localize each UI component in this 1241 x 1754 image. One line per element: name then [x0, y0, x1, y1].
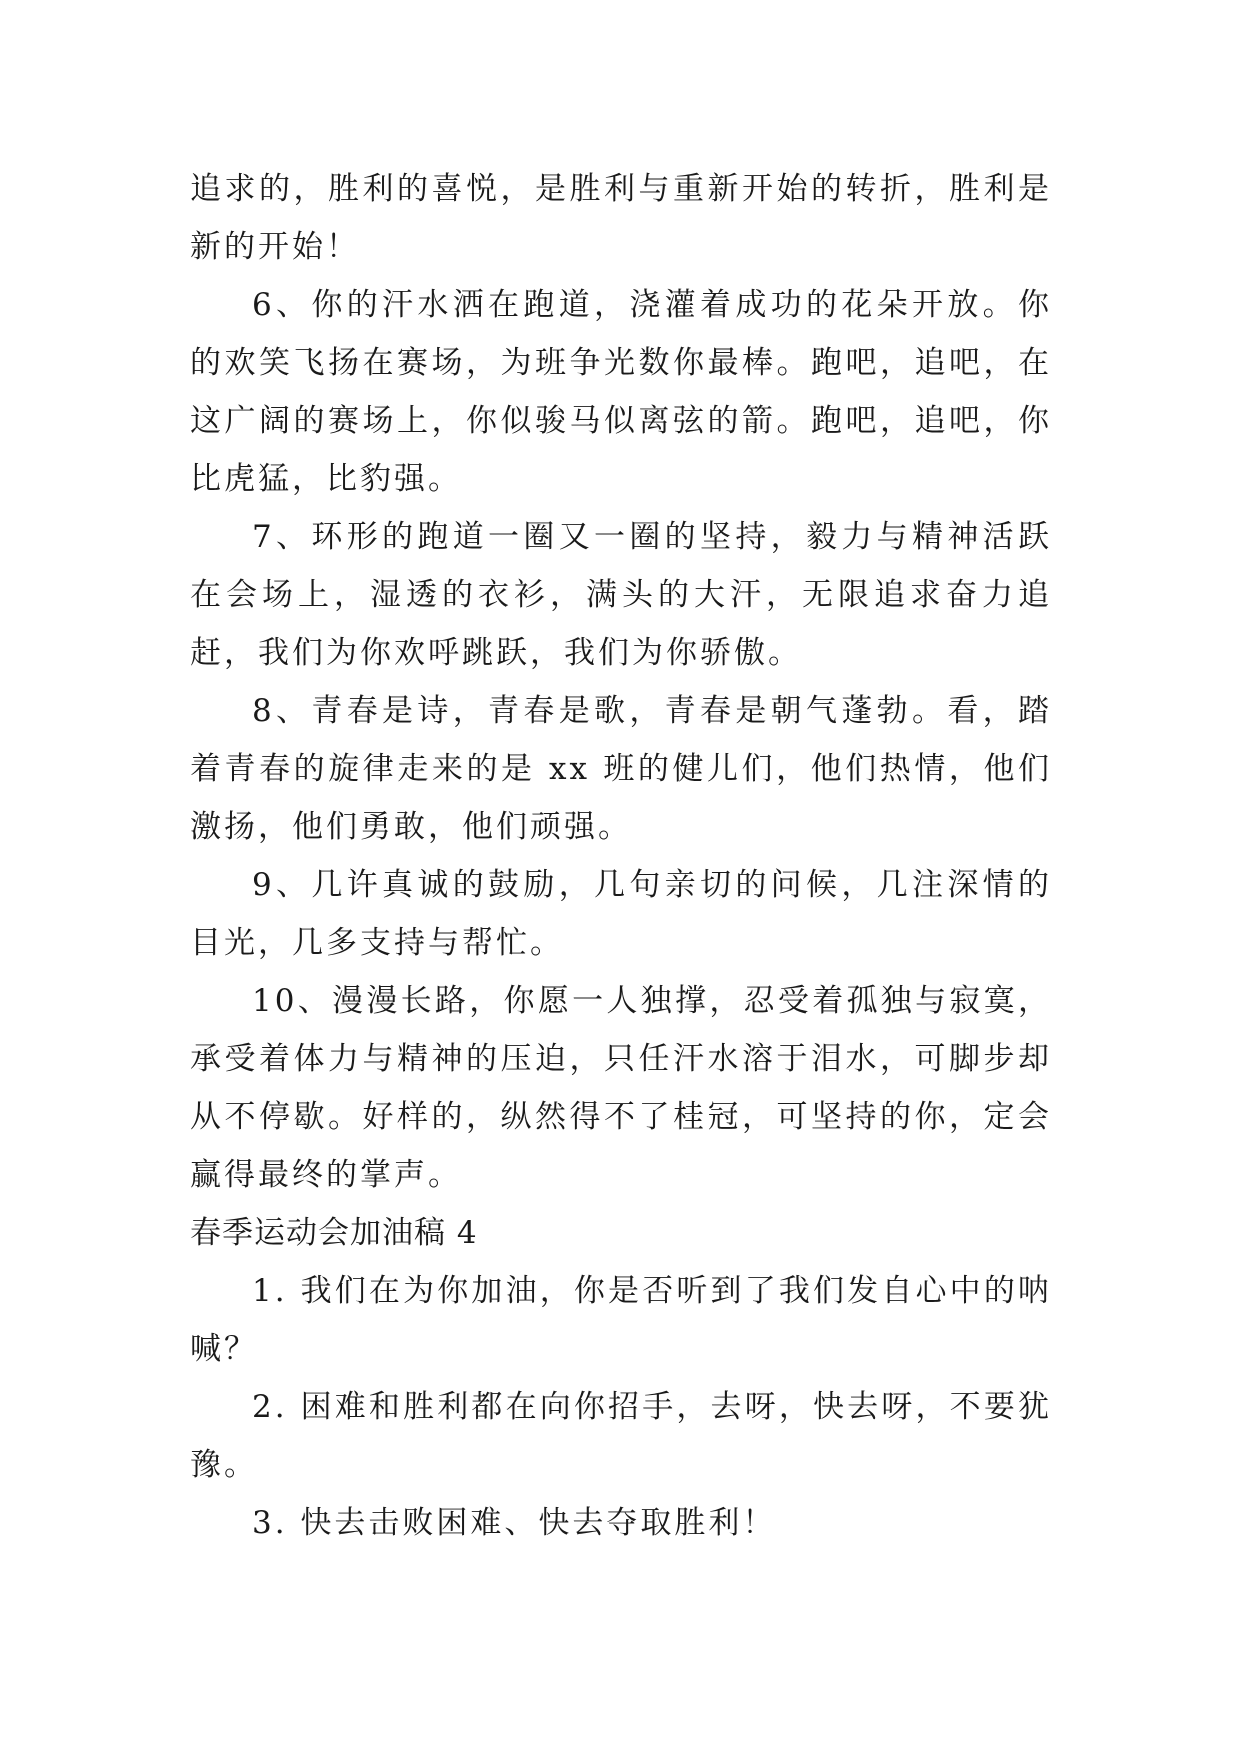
paragraph-continuation: 追求的，胜利的喜悦，是胜利与重新开始的转折，胜利是新的开始！ — [190, 171, 1052, 265]
list-item-3: 3. 快去击败困难、快去夺取胜利！ — [252, 1505, 777, 1541]
document-body — [190, 160, 1052, 1552]
list-item-1: 1. 我们在为你加油，你是否听到了我们发自心中的呐喊？ — [190, 1273, 1052, 1367]
list-item-2: 2. 困难和胜利都在向你招手，去呀，快去呀，不要犹豫。 — [190, 1389, 1052, 1483]
paragraph-item-9: 9、几许真诚的鼓励，几句亲切的问候，几注深情的目光，几多支持与帮忙。 — [190, 867, 1052, 961]
paragraph-item-10: 10、漫漫长路，你愿一人独撑，忍受着孤独与寂寞，承受着体力与精神的压迫，只任汗水溶于泪水，可脚步却从不停歇。好样的，纵然得不了桂冠，可坚持的你，定会赢得最终的掌声。 — [190, 983, 1052, 1193]
paragraph-item-6: 6、你的汗水洒在跑道，浇灌着成功的花朵开放。你的欢笑飞扬在赛场，为班争光数你最棒。跑吧，追吧，在这广阔的赛场上，你似骏马似离弦的箭。跑吧，追吧，你比虎猛，比豹强。 — [190, 287, 1052, 497]
section-heading: 春季运动会加油稿 4 — [190, 1215, 478, 1251]
paragraph-item-8: 8、青春是诗，青春是歌，青春是朝气蓬勃。看，踏着青春的旋律走来的是 xx 班的健儿们，他们热情，他们激扬，他们勇敢，他们顽强。 — [190, 693, 1052, 845]
paragraph-item-7: 7、环形的跑道一圈又一圈的坚持，毅力与精神活跃在会场上，湿透的衣衫，满头的大汗，无限追求奋力追赶，我们为你欢呼跳跃，我们为你骄傲。 — [190, 519, 1052, 671]
